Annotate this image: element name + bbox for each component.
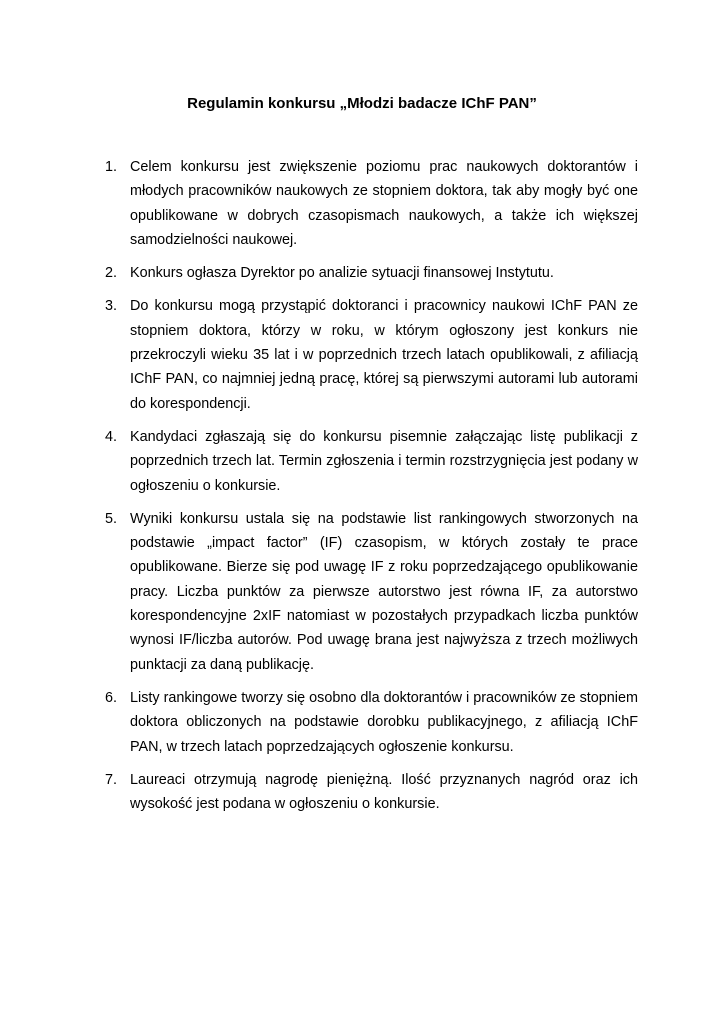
rule-number: 7. [105, 771, 118, 788]
rule-item-6 [105, 686, 638, 759]
rules-list [105, 155, 638, 825]
rule-number: 2. [105, 265, 118, 282]
rule-number: 3. [105, 298, 118, 315]
rule-text: Konkurs ogłasza Dyrektor po analizie sytuacji finansowej Instytutu. [130, 265, 554, 282]
rule-item-5 [105, 507, 638, 677]
rule-number: 4. [105, 428, 118, 445]
rule-item-2 [105, 261, 638, 285]
rule-text: Kandydaci zgłaszają się do konkursu pisemnie załączając listę publikacji z poprzednich trzech lat. Termin zgłoszenia i termin rozstrzygnięcia jest podany w ogłoszeniu o konkursie. [130, 428, 638, 494]
rule-item-7 [105, 768, 638, 817]
rule-text: Do konkursu mogą przystąpić doktoranci i pracownicy naukowi IChF PAN ze stopniem doktora, którzy w roku, w którym ogłoszony jest konkurs nie przekroczyli wieku 35 lat i w poprzednich trzech latach opublikowali, z afiliacją IChF PAN, co najmniej jedną pracę, której są pierwszymi autorami lub autorami do korespondencji. [130, 298, 638, 412]
rule-text: Wyniki konkursu ustala się na podstawie list rankingowych stworzonych na podstawie „impact factor” (IF) czasopism, w których zostały te prace opublikowane. Bierze się pod uwagę IF z roku poprzedzającego opublikowanie pracy. Liczba punktów za pierwsze autorstwo jest równa IF, za autorstwo korespondencyjne 2xIF natomiast w pozostałych przypadkach liczba punktów wynosi IF/liczba autorów. Pod uwagę brana jest najwyższa z trzech możliwych punktacji za daną publikację. [130, 510, 638, 673]
rule-text: Listy rankingowe tworzy się osobno dla doktorantów i pracowników ze stopniem doktora obliczonych na podstawie dorobku publikacyjnego, z afiliacją IChF PAN, w trzech latach poprzedzających ogłoszenie konkursu. [130, 689, 638, 755]
rule-number: 6. [105, 689, 118, 706]
rule-item-3 [105, 294, 638, 415]
document-title: Regulamin konkursu „Młodzi badacze IChF PAN” [187, 95, 537, 112]
rule-item-1 [105, 155, 638, 252]
rule-text: Celem konkursu jest zwiększenie poziomu prac naukowych doktorantów i młodych pracowników naukowych ze stopniem doktora, tak aby mogły być one opublikowane w dobrych czasopismach naukowych, a także ich większej samodzielności naukowej. [130, 159, 638, 248]
rule-item-4 [105, 425, 638, 498]
rule-number: 5. [105, 510, 118, 527]
rule-number: 1. [105, 159, 118, 175]
rule-text: Laureaci otrzymują nagrodę pieniężną. Ilość przyznanych nagród oraz ich wysokość jest podana w ogłoszeniu o konkursie. [130, 771, 638, 813]
